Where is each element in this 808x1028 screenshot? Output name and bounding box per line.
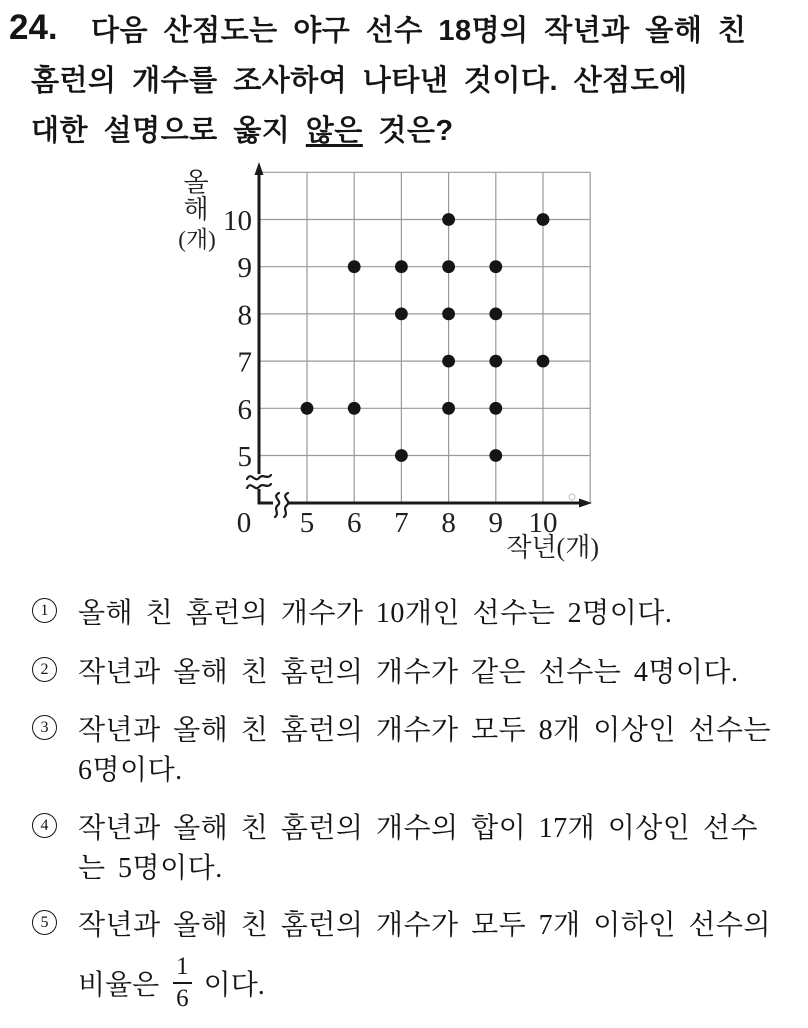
y-axis-title: (개) xyxy=(178,227,216,252)
x-tick-label: 6 xyxy=(346,507,362,539)
data-point xyxy=(348,402,361,415)
data-point xyxy=(489,308,502,321)
option-text-segment: 이다. xyxy=(203,970,265,1001)
x-tick-label: 5 xyxy=(299,507,315,539)
x-tick-label: 7 xyxy=(394,507,409,539)
option-item-4 xyxy=(32,809,758,889)
option-line xyxy=(78,711,771,751)
option-marker-circled-1: 1 xyxy=(32,598,57,623)
option-text-segment: 작년과 올해 친 홈런의 개수가 모두 7개 이하인 선수의 xyxy=(78,910,772,941)
data-point xyxy=(442,402,455,415)
question-line-3 xyxy=(31,113,454,149)
data-point xyxy=(442,308,455,321)
data-point xyxy=(442,260,455,273)
option-line xyxy=(78,809,758,849)
option-line xyxy=(78,653,738,693)
y-axis-arrow-icon xyxy=(255,162,264,175)
data-point xyxy=(489,355,502,368)
data-point xyxy=(489,260,502,273)
print-artifact xyxy=(569,494,575,500)
option-marker-circled-3: 3 xyxy=(32,715,57,740)
option-line xyxy=(78,751,771,791)
option-item-5 xyxy=(32,906,771,1015)
y-tick-label: 5 xyxy=(237,441,252,473)
option-text xyxy=(78,809,758,889)
y-axis-title: 올 xyxy=(183,168,209,197)
option-marker-circled-4: 4 xyxy=(32,813,57,838)
y-tick-label: 8 xyxy=(237,299,252,332)
data-point xyxy=(489,402,502,415)
x-tick-label: 8 xyxy=(441,507,456,539)
data-point xyxy=(537,213,550,226)
option-item-1 xyxy=(32,594,672,634)
data-point xyxy=(442,355,455,368)
scatter-plot xyxy=(170,160,620,570)
fraction xyxy=(173,953,192,1014)
option-text xyxy=(78,653,738,693)
question-number: 24. xyxy=(9,8,58,47)
data-point xyxy=(395,449,408,462)
underlined-word: 않은 xyxy=(305,115,363,147)
option-text-segment: 올해 친 홈런의 개수가 10개인 선수는 2명이다. xyxy=(78,598,673,629)
origin-label: 0 xyxy=(236,507,252,539)
data-point xyxy=(395,308,408,321)
option-text-segment: 작년과 올해 친 홈런의 개수가 같은 선수는 4명이다. xyxy=(78,657,739,688)
option-text-segment: 비율은 xyxy=(78,970,160,1001)
option-text xyxy=(78,711,771,791)
question-line-1: 다음 산점도는 야구 선수 18명의 작년과 올해 친 xyxy=(91,15,747,47)
data-point xyxy=(348,260,361,273)
option-text xyxy=(78,594,672,634)
option-text-segment: 작년과 올해 친 홈런의 개수가 모두 8개 이상인 선수는 xyxy=(78,715,772,746)
y-tick-label: 9 xyxy=(237,252,252,285)
y-axis-title: 해 xyxy=(183,195,209,224)
y-tick-label: 10 xyxy=(223,205,252,237)
y-tick-label: 6 xyxy=(237,393,252,426)
data-point xyxy=(537,355,550,368)
option-line-with-fraction xyxy=(78,951,771,1015)
option-item-3 xyxy=(32,711,771,791)
option-text-segment: 6명이다. xyxy=(78,755,183,786)
fraction-denominator: 6 xyxy=(173,982,192,1014)
option-marker-circled-2: 2 xyxy=(32,657,57,682)
option-line xyxy=(78,594,672,634)
option-marker-circled-5: 5 xyxy=(32,910,57,935)
x-tick-label: 9 xyxy=(488,507,504,539)
data-point xyxy=(301,402,314,415)
data-point xyxy=(395,260,408,273)
y-tick-label: 7 xyxy=(237,346,252,379)
option-line xyxy=(78,906,771,946)
option-text xyxy=(78,906,771,1015)
x-tick-label: 10 xyxy=(528,507,558,539)
fraction-numerator: 1 xyxy=(176,952,189,980)
option-text-segment: 는 5명이다. xyxy=(78,853,223,884)
data-point xyxy=(442,213,455,226)
option-item-2 xyxy=(32,653,738,693)
question-line-3-post: 것은? xyxy=(362,115,454,147)
question-line-3-pre: 대한 설명으로 옳지 xyxy=(31,115,306,147)
option-line xyxy=(78,849,758,889)
option-text-segment: 작년과 올해 친 홈런의 개수의 합이 17개 이상인 선수 xyxy=(78,813,758,844)
x-axis-title: 작년(개) xyxy=(506,533,599,562)
question-line-2: 홈런의 개수를 조사하여 나타낸 것이다. 산점도에 xyxy=(31,65,688,97)
data-point xyxy=(489,449,502,462)
